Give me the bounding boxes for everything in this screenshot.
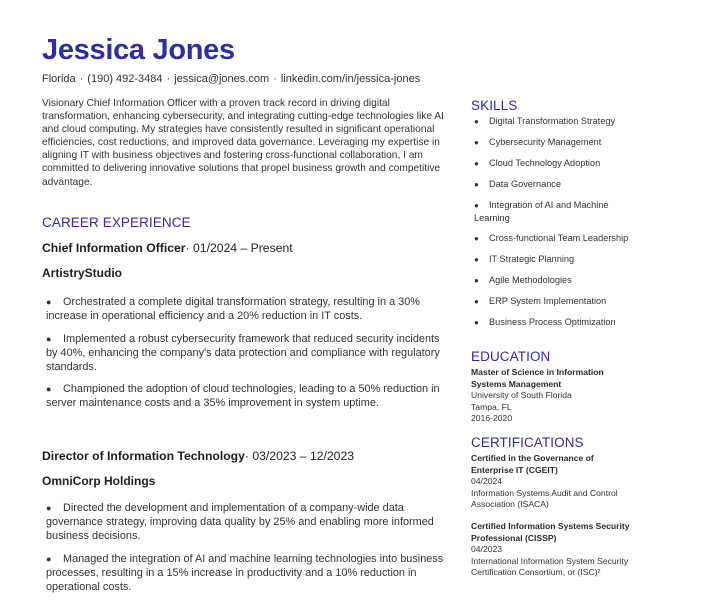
skill-item: ● Cybersecurity Management (474, 137, 602, 147)
bullet-dot-icon: ● (474, 318, 479, 327)
bullet-item: ● Championed the adoption of cloud technologies, leading to a 50% reduction in server maintenance costs and a 35% improvement in system uptime. (46, 383, 440, 409)
education-heading: EDUCATION (471, 349, 551, 364)
bullet-dot-icon: ● (474, 201, 479, 210)
bullet-dot-icon: ● (46, 333, 52, 344)
skill-item: ● Data Governance (474, 179, 562, 189)
skill-item: ● IT Strategic Planning (474, 254, 575, 264)
separator: · (185, 241, 194, 255)
job-title: Chief Information Officer (42, 241, 186, 255)
bullet-dot-icon: ● (474, 180, 479, 189)
certification-name: Certified in the Governance of Enterprise IT (CGEIT) (471, 453, 594, 475)
bullet-item: ● Orchestrated a complete digital transformation strategy, resulting in a 30% increase in operational efficiency and a 20% reduction in IT costs. (46, 296, 420, 322)
bullet-item: ● Managed the integration of AI and machine learning technologies into business processes, resulting in a 15% increase in productivity and a 10% reduction in operational costs. (46, 552, 444, 593)
certifications-heading: CERTIFICATIONS (471, 435, 584, 450)
job-title: Director of Information Technology (42, 449, 245, 463)
bullet-dot-icon: ● (46, 384, 52, 394)
certification-issuer: Information Systems Audit and Control Association (ISACA) (471, 487, 618, 509)
skill-item: ● Digital Transformation Strategy (474, 116, 616, 126)
location: Florida (42, 73, 76, 85)
degree: Master of Science in Information Systems Management (471, 367, 604, 389)
job-bullets (46, 295, 444, 419)
certification-name: Certified Information Systems Security Professional (CISSP) (471, 521, 630, 543)
school-location: Tampa, FL (471, 401, 512, 412)
bullet-dot-icon: ● (474, 117, 479, 126)
bullet-dot-icon: ● (46, 503, 52, 513)
skill-item: ● Agile Methodologies (474, 275, 572, 285)
separator: · (273, 73, 277, 85)
certification-date: 04/2024 (471, 476, 503, 486)
bullet-dot-icon: ● (474, 159, 479, 168)
skills-heading: SKILLS (471, 98, 518, 113)
certification-entry (471, 521, 631, 579)
separator: · (166, 73, 171, 85)
education-entry (471, 367, 631, 425)
job-bullets (46, 501, 444, 602)
skill-item: ● Business Process Optimization (474, 317, 616, 327)
job-title-line (42, 449, 354, 463)
bullet-dot-icon: ● (474, 234, 479, 243)
separator: · (244, 449, 253, 463)
candidate-name: Jessica Jones (42, 34, 235, 66)
skill-item: ● Integration of AI and Machine Learning (474, 200, 609, 223)
job-title-line (42, 241, 293, 255)
email-link[interactable]: jessica@jones.com (174, 73, 270, 85)
bullet-item: ● Directed the development and implementation of a company-wide data governance strategy, improving data quality by 25% and enabling more informed business decisions. (46, 502, 434, 542)
skill-item: ● Cloud Technology Adoption (474, 158, 601, 168)
bullet-dot-icon: ● (474, 138, 479, 147)
bullet-item: ● Implemented a robust cybersecurity framework that reduced security incidents by 40%, enhancing the company's data protection and compliance with regulatory standards. (46, 332, 440, 373)
job-dates: 01/2024 – Present (193, 241, 293, 255)
school: University of South Florida (471, 390, 572, 400)
skills-list (474, 115, 634, 337)
bullet-dot-icon: ● (46, 553, 52, 564)
bullet-dot-icon: ● (46, 297, 52, 307)
summary: Visionary Chief Information Officer with a proven track record in driving digital transformation, enhancing cybersecurity, and integrating cutting-edge technologies like AI and cloud computing. My strategies have consistently resulted in significant operational efficiencies, cost reductions, and improved data governance. Leveraging my expertise in aligning IT with business objectives and fostering cross-functional collaboration, I am committed to delivering innovative solutions that propel business growth and competitive advantage. (42, 98, 444, 188)
certification-date: 04/2023 (471, 544, 503, 554)
education-years: 2016-2020 (471, 413, 513, 423)
company-name: OmniCorp Holdings (42, 474, 156, 488)
phone: (190) 492-3484 (87, 73, 163, 85)
linkedin-link[interactable]: linkedin.com/in/jessica-jones (280, 73, 421, 85)
company-name: ArtistryStudio (42, 266, 123, 280)
separator: · (79, 73, 84, 85)
skill-item: ● Cross-functional Team Leadership (474, 233, 629, 243)
experience-heading: CAREER EXPERIENCE (42, 215, 191, 230)
skill-item: ● ERP System Implementation (474, 296, 607, 306)
bullet-dot-icon: ● (474, 255, 479, 264)
bullet-dot-icon: ● (474, 297, 479, 306)
certification-issuer: International Information System Security Certification Consortium, or (ISC)² (471, 555, 629, 577)
contact-line (42, 73, 420, 85)
certification-entry (471, 453, 631, 511)
job-dates: 03/2023 – 12/2023 (252, 449, 355, 463)
bullet-dot-icon: ● (474, 276, 479, 285)
